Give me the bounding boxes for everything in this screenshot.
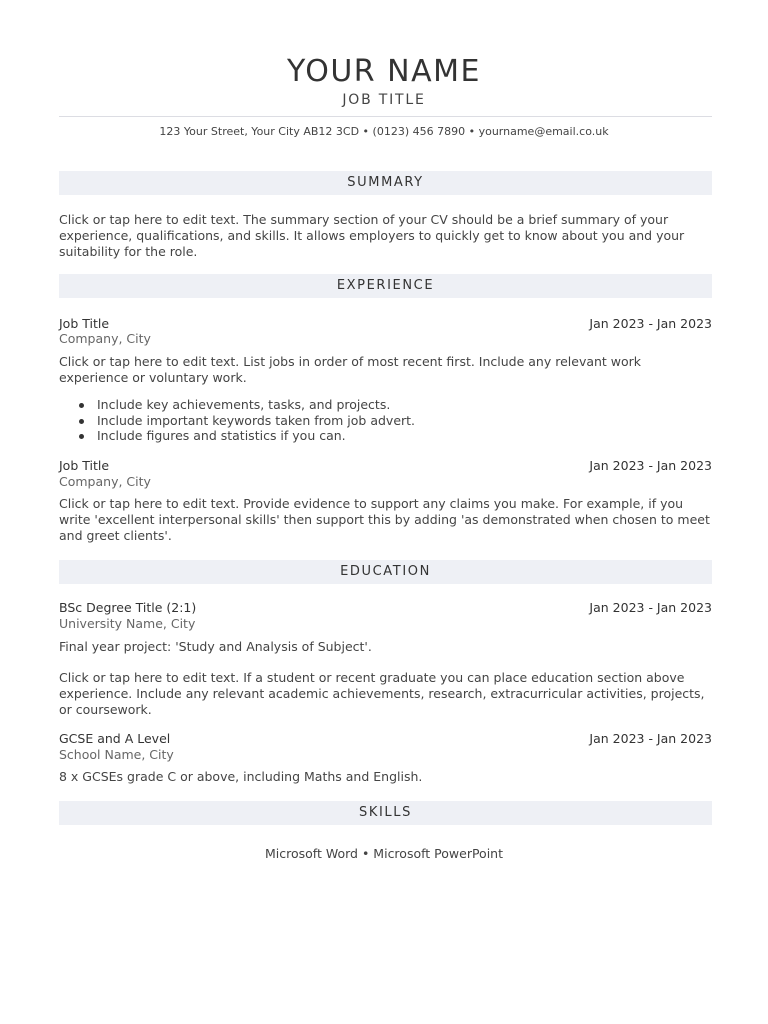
education-2-title[interactable]: GCSE and A Level xyxy=(59,731,171,746)
list-item[interactable]: Include figures and statistics if you can. xyxy=(97,428,697,444)
job-1-description[interactable]: Click or tap here to edit text. List jobs in order of most recent first. Include any relevant work experience or voluntary work. xyxy=(59,354,642,385)
contact-line[interactable]: 123 Your Street, Your City AB12 3CD • (0123) 456 7890 • yourname@email.co.uk xyxy=(159,125,609,138)
job-1-dates[interactable]: Jan 2023 - Jan 2023 xyxy=(589,316,712,331)
summary-heading: SUMMARY xyxy=(59,171,712,195)
skills-heading: SKILLS xyxy=(59,801,712,825)
job-1-company[interactable]: Company, City xyxy=(59,331,151,346)
education-2-dates[interactable]: Jan 2023 - Jan 2023 xyxy=(589,731,712,746)
education-1-title[interactable]: BSc Degree Title (2:1) xyxy=(59,600,197,615)
job-1-title[interactable]: Job Title xyxy=(59,316,110,331)
education-2-description[interactable]: 8 x GCSEs grade C or above, including Maths and English. xyxy=(59,769,423,784)
education-1-institution[interactable]: University Name, City xyxy=(59,616,196,631)
job-2-dates[interactable]: Jan 2023 - Jan 2023 xyxy=(589,458,712,473)
list-item[interactable]: Include important keywords taken from job advert. xyxy=(97,413,697,429)
experience-heading: EXPERIENCE xyxy=(59,274,712,298)
education-1-project[interactable]: Final year project: 'Study and Analysis of Subject'. xyxy=(59,639,372,654)
candidate-name[interactable]: YOUR NAME xyxy=(287,54,481,89)
list-item[interactable]: Include key achievements, tasks, and projects. xyxy=(97,397,697,413)
candidate-job-title[interactable]: JOB TITLE xyxy=(342,92,426,108)
job-2-description[interactable]: Click or tap here to edit text. Provide evidence to support any claims you make. For example, if you write 'excellent interpersonal skills' then support this by adding 'as demonstrated when chosen to meet and greet clients'. xyxy=(59,496,710,543)
education-heading: EDUCATION xyxy=(59,560,712,584)
education-1-dates[interactable]: Jan 2023 - Jan 2023 xyxy=(589,600,712,615)
education-1-description[interactable]: Click or tap here to edit text. If a student or recent graduate you can place education section above experience. Include any relevant academic achievements, research, extracurricular activities, projects, or coursework. xyxy=(59,670,705,717)
job-2-title[interactable]: Job Title xyxy=(59,458,110,473)
job-1-bullet-list xyxy=(97,397,697,444)
education-2-institution[interactable]: School Name, City xyxy=(59,747,174,762)
skills-list[interactable]: Microsoft Word • Microsoft PowerPoint xyxy=(265,846,503,861)
job-2-company[interactable]: Company, City xyxy=(59,474,151,489)
header-divider xyxy=(59,116,712,117)
summary-text[interactable]: Click or tap here to edit text. The summary section of your CV should be a brief summary of your experience, qualifications, and skills. It allows employers to quickly get to know about you and your suitability for the role. xyxy=(59,212,685,259)
